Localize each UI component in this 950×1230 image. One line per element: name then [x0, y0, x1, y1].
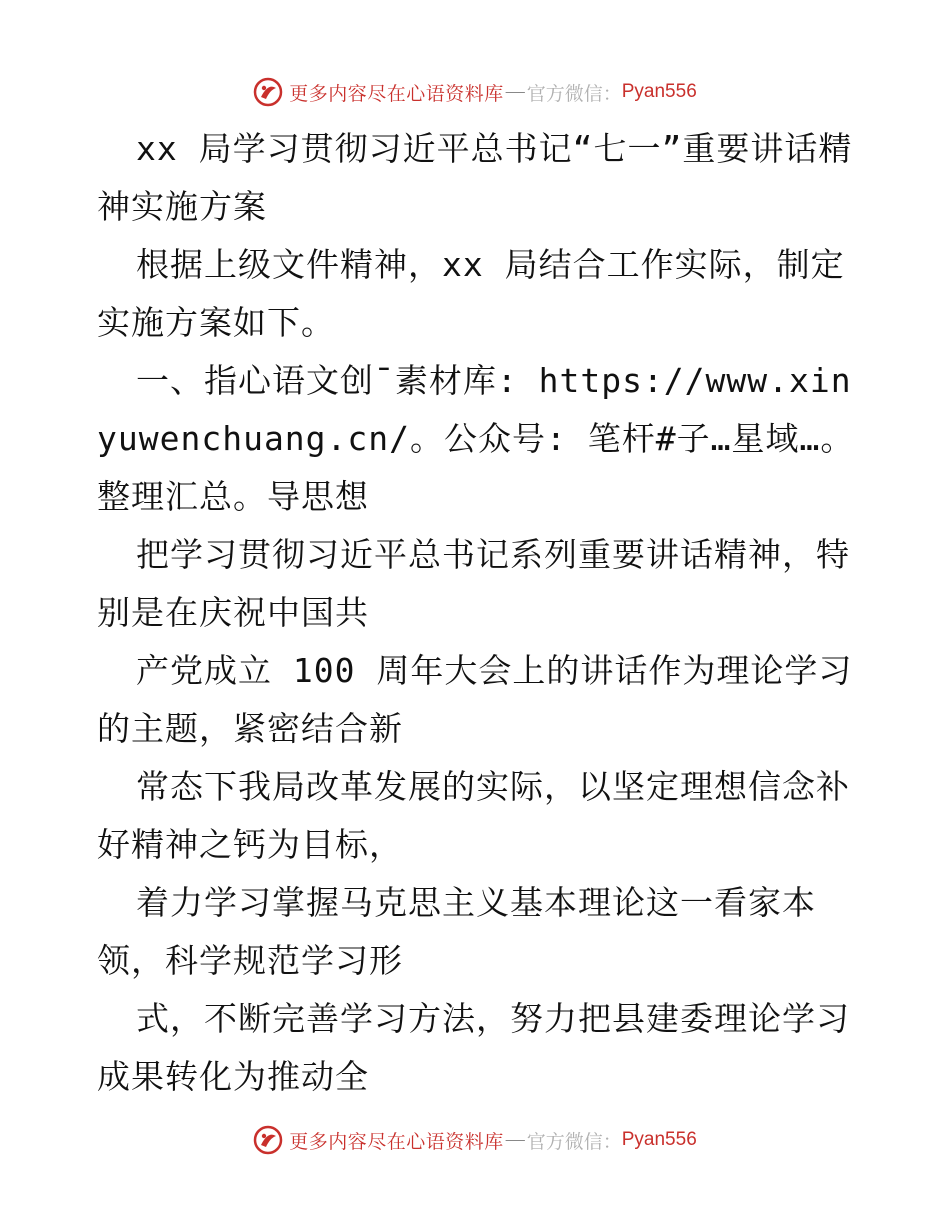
paragraph: 把学习贯彻习近平总书记系列重要讲话精神，特别是在庆祝中国共	[97, 535, 850, 632]
logo-icon	[253, 77, 283, 107]
document-body	[97, 120, 857, 1106]
paragraph: 产党成立 100 周年大会上的讲话作为理论学习的主题，紧密结合新	[97, 651, 853, 748]
watermark-wechat-label: 官方微信：	[526, 83, 622, 105]
paragraph-intro: 根据上级文件精神，xx 局结合工作实际，制定实施方案如下。	[97, 245, 845, 342]
watermark-promo-text: 更多内容尽在心语资料库	[289, 83, 504, 105]
paragraph: 式，不断完善学习方法，努力把县建委理论学习成果转化为推动全	[97, 999, 850, 1096]
document-title: xx 局学习贯彻习近平总书记“七一”重要讲话精神实施方案	[97, 129, 853, 226]
paragraph: 着力学习掌握马克思主义基本理论这一看家本领，科学规范学习形	[97, 883, 816, 980]
watermark-wechat-id: Pyan556	[621, 1129, 697, 1150]
watermark-separator: —	[505, 81, 525, 102]
header-watermark	[0, 72, 950, 112]
logo-icon	[253, 1125, 283, 1155]
paragraph: 常态下我局改革发展的实际，以坚定理想信念补好精神之钙为目标，	[97, 767, 850, 864]
paragraph-section-one: 一、指心语文创¯素材库: https://www.xinyuwenchuang.cn/。公众号: 笔杆#子…星域…。整理汇总。导思想	[97, 361, 855, 516]
watermark-wechat-id: Pyan556	[621, 81, 697, 102]
watermark-separator: —	[505, 1129, 525, 1150]
footer-watermark	[0, 1120, 950, 1160]
watermark-promo-text: 更多内容尽在心语资料库	[289, 1131, 504, 1153]
watermark-wechat-label: 官方微信：	[526, 1131, 622, 1153]
